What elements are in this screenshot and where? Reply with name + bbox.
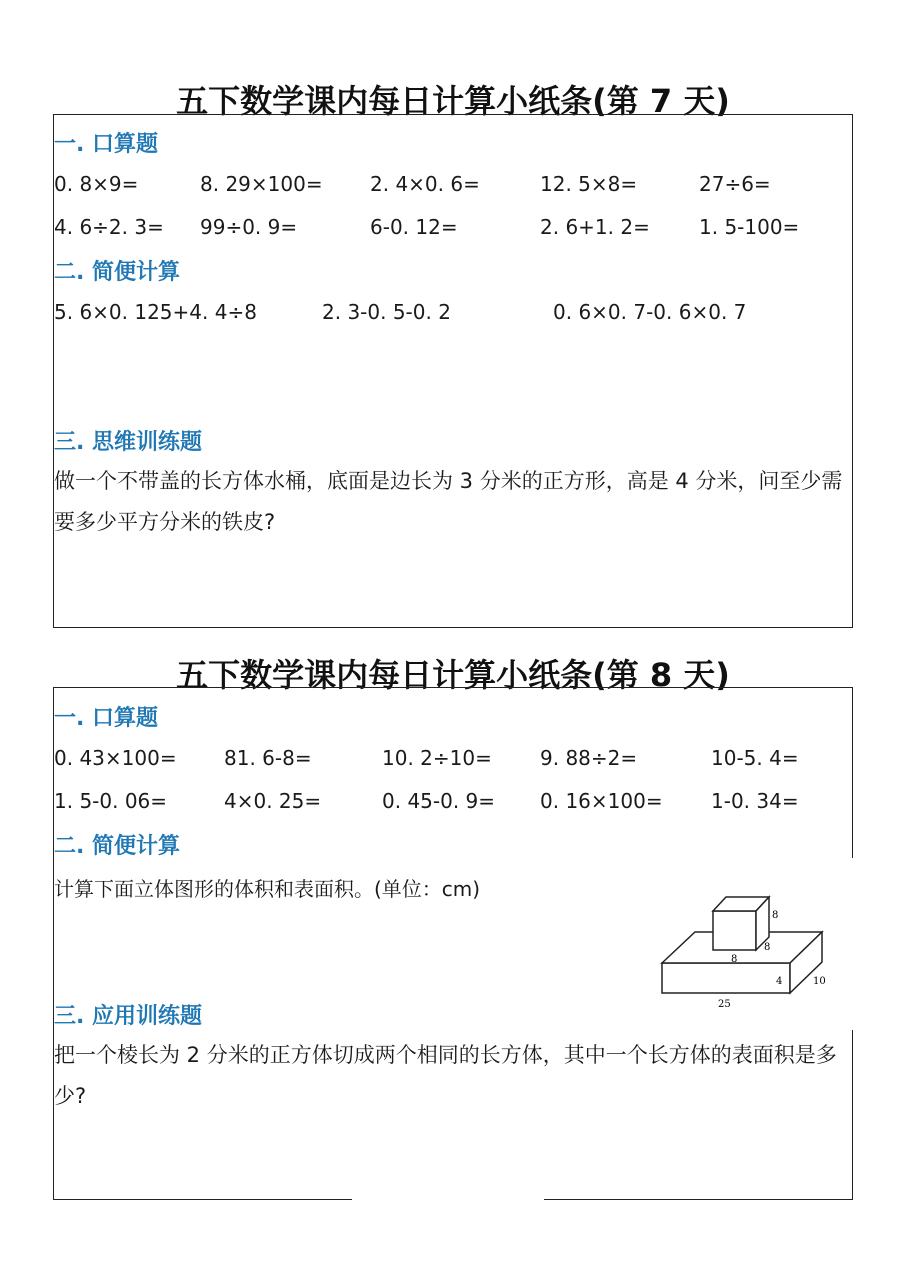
day7-oral-1: 0. 8×9= <box>54 172 139 196</box>
day8-figure-instruction: 计算下面立体图形的体积和表面积。(单位：cm) <box>54 877 481 901</box>
base-length-label: 25 <box>718 999 731 1010</box>
day7-oral-7: 99÷0. 9= <box>200 215 298 239</box>
solid-figure <box>650 885 840 1015</box>
day8-oral-2: 81. 6-8= <box>224 746 312 770</box>
day8-section2-heading: 二. 简便计算 <box>54 834 181 859</box>
day8-oral-7: 4×0. 25= <box>224 789 322 813</box>
day8-oral-8: 0. 45-0. 9= <box>382 789 496 813</box>
day7-simplify-2: 2. 3-0. 5-0. 2 <box>322 300 451 324</box>
day7-thinking-question: 做一个不带盖的长方体水桶，底面是边长为 3 分米的正方形，高是 4 分米，问至少需要多少平方分米的铁皮? <box>54 469 843 534</box>
day7-oral-5: 27÷6= <box>699 172 771 196</box>
day8-title: 五下数学课内每日计算小纸条(第 8 天) <box>176 656 730 694</box>
border-gap <box>352 1192 544 1204</box>
day7-simplify-1: 5. 6×0. 125+4. 4÷8 <box>54 300 257 324</box>
day7-oral-6: 4. 6÷2. 3= <box>54 215 164 239</box>
day8-section1-heading: 一. 口算题 <box>54 706 159 731</box>
day8-oral-6: 1. 5-0. 06= <box>54 789 168 813</box>
day8-oral-1: 0. 43×100= <box>54 746 177 770</box>
day7-title: 五下数学课内每日计算小纸条(第 7 天) <box>176 82 730 120</box>
day7-oral-2: 8. 29×100= <box>200 172 323 196</box>
day8-application-question: 把一个棱长为 2 分米的正方体切成两个相同的长方体，其中一个长方体的表面积是多少? <box>54 1043 837 1108</box>
day7-oral-4: 12. 5×8= <box>540 172 638 196</box>
day8-oral-10: 1-0. 34= <box>711 789 799 813</box>
day7-oral-8: 6-0. 12= <box>370 215 458 239</box>
day7-simplify-3: 0. 6×0. 7-0. 6×0. 7 <box>553 300 747 324</box>
day7-section3-heading: 三. 思维训练题 <box>54 430 203 455</box>
day7-oral-3: 2. 4×0. 6= <box>370 172 480 196</box>
border-gap <box>846 858 858 1030</box>
day7-oral-10: 1. 5-100= <box>699 215 800 239</box>
day8-oral-3: 10. 2÷10= <box>382 746 492 770</box>
cube-base-label: 8 <box>731 954 738 965</box>
day8-oral-5: 10-5. 4= <box>711 746 799 770</box>
day8-oral-9: 0. 16×100= <box>540 789 663 813</box>
day7-oral-9: 2. 6+1. 2= <box>540 215 650 239</box>
cube-side-label: 8 <box>772 910 779 921</box>
day7-section1-heading: 一. 口算题 <box>54 132 159 157</box>
base-width-label: 10 <box>813 976 826 987</box>
cube-height-label: 8 <box>764 942 771 953</box>
day8-oral-4: 9. 88÷2= <box>540 746 638 770</box>
day7-section2-heading: 二. 简便计算 <box>54 260 181 285</box>
base-height-label: 4 <box>776 976 783 987</box>
day8-section3-heading: 三. 应用训练题 <box>54 1004 203 1029</box>
